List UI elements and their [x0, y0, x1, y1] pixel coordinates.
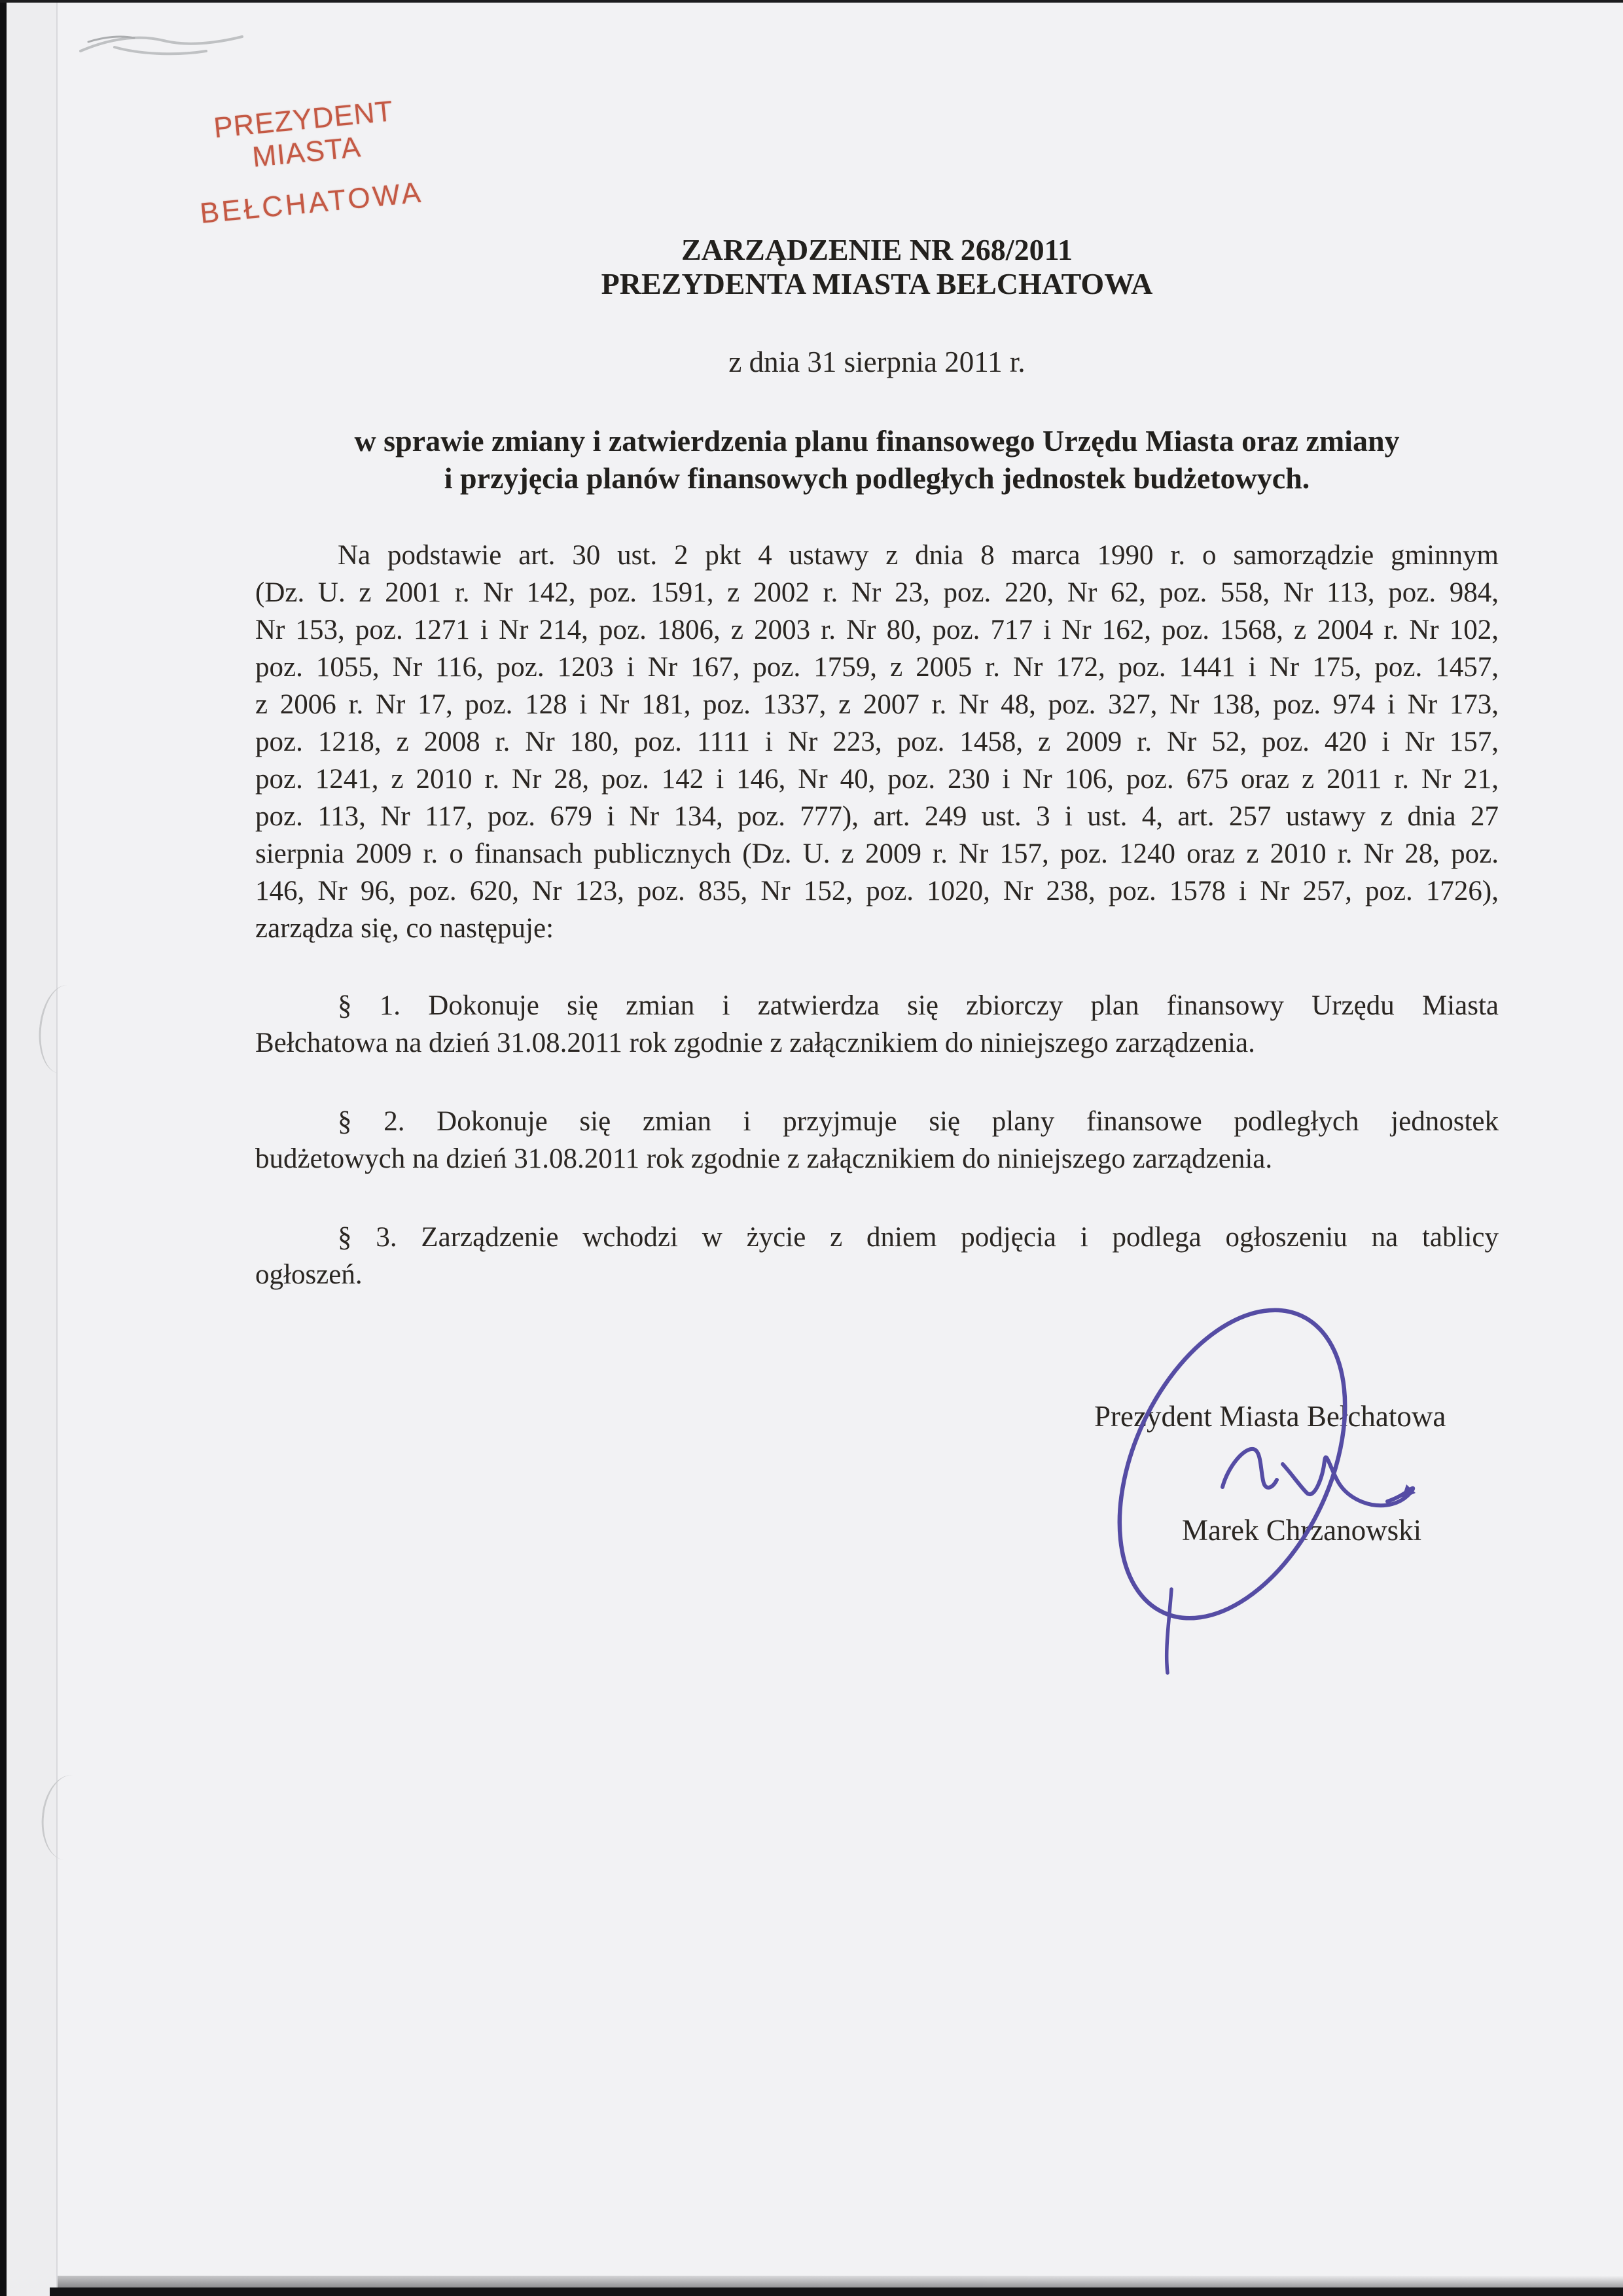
legal-line-3: Nr 153, poz. 1271 i Nr 214, poz. 1806, z 2003 r. Nr 80, poz. 717 i Nr 162, poz. 1568, z 2004 r. Nr 102, [255, 615, 1499, 645]
legal-line-8: poz. 113, Nr 117, poz. 679 i Nr 134, poz. 777), art. 249 ust. 3 i ust. 4, art. 257 ustawy z dnia 27 [255, 801, 1499, 832]
signature-role: Prezydent Miasta Bełchatowa [1094, 1400, 1446, 1433]
section2-line2: budżetowych na dzień 31.08.2011 rok zgodnie z załącznikiem do niniejszego zarządzenia. [255, 1143, 1273, 1174]
office-stamp [158, 90, 456, 233]
section-paragraph-3 [255, 1219, 1499, 1293]
title-number-line: ZARZĄDZENIE NR 268/2011 [681, 233, 1073, 266]
subject-line1: w sprawie zmiany i zatwierdzenia planu finansowego Urzędu Miasta oraz zmiany [354, 424, 1400, 457]
subject-line2: i przyjęcia planów finansowych podległych jednostek budżetowych. [444, 461, 1310, 495]
stamp-text-line1: PREZYDENT MIASTA [212, 95, 395, 173]
scanner-margin-strip [7, 0, 58, 2296]
signature-autograph [1106, 1302, 1433, 1695]
document-date: z dnia 31 sierpnia 2011 r. [728, 346, 1026, 378]
section1-line1: § 1. Dokonuje się zmian i zatwierdza się zbiorczy plan finansowy Urzędu Miasta [338, 990, 1499, 1021]
legal-line-10: 146, Nr 96, poz. 620, Nr 123, poz. 835, Nr 152, poz. 1020, Nr 238, poz. 1578 i Nr 257, poz. 1726), [255, 876, 1499, 906]
section2-line1: § 2. Dokonuje się zmian i przyjmuje się plany finansowe podległych jednostek [338, 1106, 1499, 1137]
section1-line2: Bełchatowa na dzień 31.08.2011 rok zgodnie z załącznikiem do niniejszego zarządzenia. [255, 1028, 1255, 1058]
scan-edge-top [0, 0, 1623, 3]
paper-bottom-shadow [58, 2276, 1623, 2288]
section-paragraph-2 [255, 1103, 1499, 1177]
scan-edge-bottom [50, 2287, 1623, 2296]
scan-smudge-mark [75, 27, 272, 73]
scan-edge-left [0, 0, 7, 2296]
legal-line-4: poz. 1055, Nr 116, poz. 1203 i Nr 167, poz. 1759, z 2005 r. Nr 172, poz. 1441 i Nr 175, poz. 1457, [255, 652, 1499, 683]
legal-line-7: poz. 1241, z 2010 r. Nr 28, poz. 142 i 146, Nr 40, poz. 230 i Nr 106, poz. 675 oraz z 2011 r. Nr 21, [255, 764, 1499, 795]
legal-line-2: (Dz. U. z 2001 r. Nr 142, poz. 1591, z 2002 r. Nr 23, poz. 220, Nr 62, poz. 558, Nr 113, poz. 984, [255, 577, 1499, 608]
legal-line-1: Na podstawie art. 30 ust. 2 pkt 4 ustawy z dnia 8 marca 1990 r. o samorządzie gminnym [338, 540, 1499, 571]
section3-line1: § 3. Zarządzenie wchodzi w życie z dniem podjęcia i podlega ogłoszeniu na tablicy [338, 1222, 1499, 1253]
legal-line-5: z 2006 r. Nr 17, poz. 128 i Nr 181, poz. 1337, z 2007 r. Nr 48, poz. 327, Nr 138, poz. 974 i Nr 173, [255, 689, 1499, 720]
legal-basis-paragraph [255, 537, 1499, 947]
signature-name: Marek Chrzanowski [1182, 1514, 1422, 1547]
legal-line-11: zarządza się, co następuje: [255, 913, 554, 944]
stamp-text-line2: BEŁCHATOWA [198, 176, 425, 230]
section-paragraph-1 [255, 987, 1499, 1062]
title-authority-line: PREZYDENTA MIASTA BEŁCHATOWA [601, 267, 1153, 300]
legal-line-6: poz. 1218, z 2008 r. Nr 180, poz. 1111 i Nr 223, poz. 1458, z 2009 r. Nr 52, poz. 420 i Nr 157, [255, 726, 1499, 757]
section3-line2: ogłoszeń. [255, 1259, 363, 1290]
legal-line-9: sierpnia 2009 r. o finansach publicznych (Dz. U. z 2009 r. Nr 157, poz. 1240 oraz z 2010 r. Nr 28, poz. [255, 838, 1499, 869]
document-subject [255, 422, 1499, 497]
document-title [255, 233, 1499, 301]
